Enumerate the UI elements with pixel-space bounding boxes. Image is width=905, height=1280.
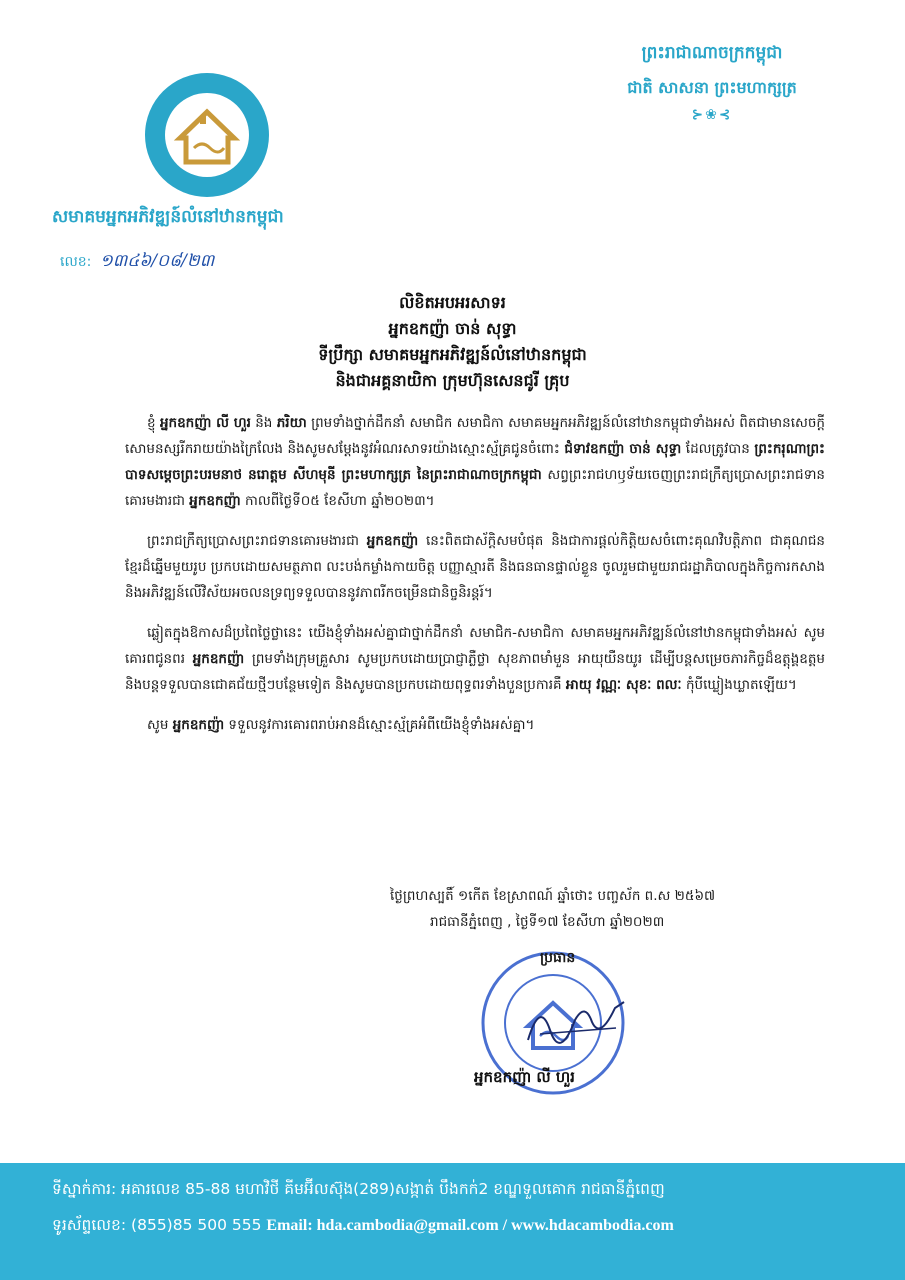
bold-text: អ្នកឧកញ៉ា [189,493,241,509]
organization-logo [142,70,272,200]
text: កាលពីថ្ងៃទី០៥ ខែសីហា ឆ្នាំ២០២៣។ [240,493,435,509]
title-line-3: ទីប្រឹក្សា សមាគមអ្នកអភិវឌ្ឍន៍លំនៅឋានកម្ពុជា [318,345,587,364]
bold-text: អ្នកឧកញ៉ា [172,717,225,733]
footer-address: ទីស្នាក់ការ: អគារលេខ 85-88 មហាវិថី គីមអ៊ីលស៊ុង(289)សង្កាត់ បឹងកក់2 ខណ្ឌទួលគោក រាជធានីភ្នំពេញ [52,1180,665,1198]
text: ព្រមទាំងថ្នាក់ដឹកនាំ សមាជិក សមាជិកា សមាគមអ្នកអភិវឌ្ឍន៍លំនៅឋានកម្ពុជាទាំងអស់ ពិតជាមានសេចក្តីសោមនស្សរីករាយយ៉ាងក្រៃលែង និងសូមសម្តែងនូវអំណរសាទរយ៉ាងស្មោះស្ម័គ្រជូនចំពោះ [125,415,825,457]
text: ឆ្លៀតក្នុងឱកាសដ៏ប្រពៃថ្លៃថ្លានេះ យើងខ្ញុំទាំងអស់គ្នាជាថ្នាក់ដឹកនាំ សមាជិក-សមាជិកា សមាគមអ្នកអភិវឌ្ឍន៍លំនៅឋានកម្ពុជាទាំងអស់ សូមគោរពជូនពរ [125,625,825,667]
paragraph-1 [125,410,825,514]
title-line-2: អ្នកឧកញ៉ា ចាន់ សុទ្ធា [388,319,517,338]
text: សព្វព្រះរាជហឫទ័យចេញព្រះរាជក្រឹត្យប្រោសព្រះរាជទានគោរមងារជា [125,467,825,509]
reference-value: ១៣៤៦/០៨/២៣ [99,251,215,271]
text: និង [250,415,277,431]
reference-number [60,250,214,275]
reference-label: លេខ: [60,254,92,270]
paragraph-2 [125,528,825,606]
handwritten-signature [520,990,630,1050]
bold-text: ជំទាវឧកញ៉ា ចាន់ សុទ្ធា [564,441,682,457]
solar-date: រាជធានីភ្នំពេញ , ថ្ងៃទី១៧ ខែសីហា ឆ្នាំ២០២៣ [430,914,665,930]
footer-contact [52,1215,674,1238]
text: ទទួលនូវការគោរពរាប់អានដ៏ស្មោះស្ម័គ្រអំពីយើងខ្ញុំទាំងអស់គ្នា។ [224,717,535,733]
text: នេះពិតជាស័ក្តិសមបំផុត និងជាការផ្តល់កិត្តិយសចំពោះគុណវិបត្តិភាព ជាគុណជនខ្មែរដ៏ឆ្នើមមួយរូប ប្រកបដោយសមត្ថភាព លះបង់កម្លាំងកាយចិត្ត បញ្ញាស្មារតី និងធនធានផ្ទាល់ខ្លួន ចូលរួមជាមួយរាជរដ្ឋាភិបាលក្នុងកិច្ចការកសាង និងអភិវឌ្ឍន៍លើវិស័យអចលនទ្រព្យទទួលបាននូវភាពរីកចម្រើនជានិច្ចនិរន្តរ៍។ [125,533,826,601]
signatory-name: អ្នកឧកញ៉ា លី ហួរ [474,1068,575,1086]
bold-text: អ្នកឧកញ៉ា លី ហួរ [159,415,251,431]
bold-text: ព្រះករុណាព្រះបាទសម្តេចព្រះបរមនាថ នរោត្តម សីហមុនី ព្រះមហាក្សត្រ នៃព្រះរាជាណាចក្រកម្ពុជា [125,441,825,483]
text: ព្រះរាជក្រឹត្យប្រោសព្រះរាជទានគោរមងារជា [147,533,367,549]
date-block [390,883,715,935]
kingdom-name: ព្រះរាជាណាចក្រកម្ពុជា [641,43,783,63]
bold-text: អ្នកឧកញ៉ា [366,533,419,549]
paragraph-4 [125,712,825,738]
lunar-date: ថ្ងៃព្រហស្បតិ៍ ១កើត ខែស្រាពណ៍ ឆ្នាំថោះ បញ្ចស័ក ព.ស ២៥៦៧ [390,888,716,904]
text: ព្រមទាំងក្រុមគ្រួសារ សូមប្រកបដោយប្រាជ្ញាភ្លឺថ្លា សុខភាពមាំមួន អាយុយឺនយូរ ដើម្បីបន្តសម្រេចភារកិច្ចដ៏ឧត្តុង្គឧត្តម និងបន្តទទួលបានជោគជ័យថ្មីៗបន្ថែមទៀត និងសូមបានប្រកបដោយពុទ្ធពរទាំងបួនប្រការគឺ [125,651,825,693]
bold-text: អ្នកឧកញ៉ា [192,651,245,667]
text: ដែលត្រូវបាន [681,441,755,457]
title-line-1: លិខិតអបអរសាទរ [399,293,506,312]
phone-number: (855)85 500 555 [131,1216,262,1234]
text: សូម [147,717,173,733]
bold-text: អាយុ វណ្ណៈ សុខៈ ពលៈ [565,677,682,693]
organization-name: សមាគមអ្នកអភិវឌ្ឍន៍លំនៅឋានកម្ពុជា [52,207,284,227]
email-website: Email: hda.cambodia@gmail.com / www.hdacambodia.com [266,1217,674,1234]
bold-text: ភរិយា [276,415,307,431]
letter-body [125,410,825,752]
signatory-title: ប្រធាន [540,950,576,966]
footer-bar [0,1163,905,1280]
ornament: ⊱❀⊰ [691,107,733,123]
letter-title [0,290,905,394]
text: ខ្ញុំ [147,415,160,431]
kingdom-motto [577,42,847,123]
paragraph-3 [125,620,825,698]
national-motto: ជាតិ សាសនា ព្រះមហាក្សត្រ [627,78,797,97]
text: កុំបីឃ្លៀងឃ្លាតឡើយ។ [681,677,797,693]
title-line-4: និងជាអគ្គនាយិកា ក្រុមហ៊ុនសេនជូរី គ្រុប [335,371,570,390]
phone-label: ទូរស័ព្ទលេខ: [52,1216,127,1234]
